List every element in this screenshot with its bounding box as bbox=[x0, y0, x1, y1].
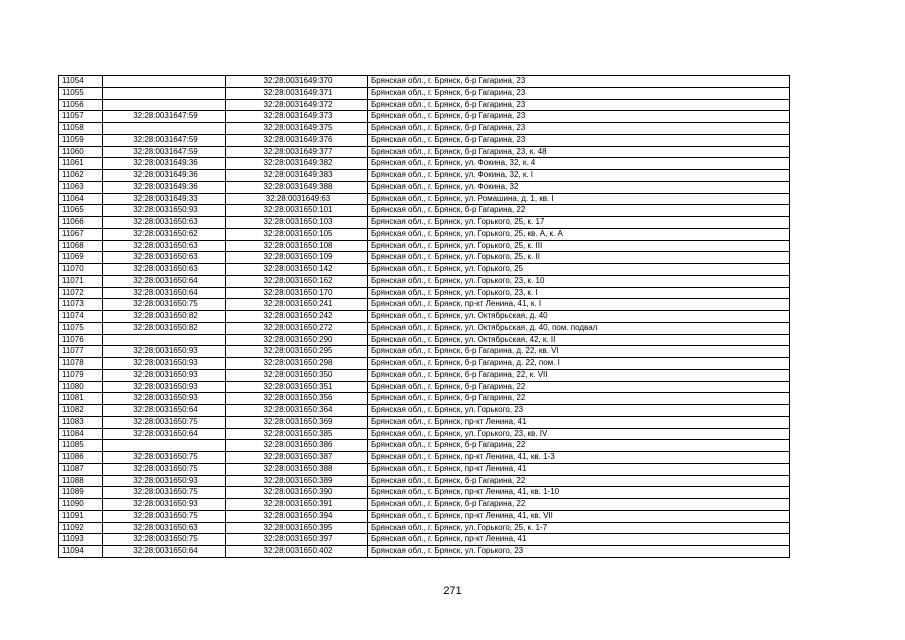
row-number-cell: 11092 bbox=[59, 522, 103, 534]
row-number-cell: 11056 bbox=[59, 99, 103, 111]
row-number-cell: 11074 bbox=[59, 311, 103, 323]
parcel-cadastral-number-cell: 32:28:0031650:82 bbox=[103, 311, 226, 323]
table-row bbox=[59, 381, 790, 393]
table-row bbox=[59, 546, 790, 558]
table-row bbox=[59, 440, 790, 452]
address-cell: Брянская обл., г. Брянск, ул. Горького, 23, к. I bbox=[368, 287, 790, 299]
table-row bbox=[59, 393, 790, 405]
parcel-cadastral-number-cell: 32:28:0031647:59 bbox=[103, 111, 226, 123]
row-number-cell: 11064 bbox=[59, 193, 103, 205]
table-row bbox=[59, 99, 790, 111]
row-number-cell: 11058 bbox=[59, 123, 103, 135]
row-number-cell: 11059 bbox=[59, 134, 103, 146]
object-cadastral-number-cell: 32:28:0031650:402 bbox=[226, 546, 368, 558]
parcel-cadastral-number-cell: 32:28:0031650:75 bbox=[103, 510, 226, 522]
row-number-cell: 11078 bbox=[59, 358, 103, 370]
object-cadastral-number-cell: 32:28:0031650:356 bbox=[226, 393, 368, 405]
address-cell: Брянская обл., г. Брянск, б-р Гагарина, 23 bbox=[368, 111, 790, 123]
parcel-cadastral-number-cell: 32:28:0031650:64 bbox=[103, 428, 226, 440]
parcel-cadastral-number-cell: 32:28:0031650:93 bbox=[103, 205, 226, 217]
parcel-cadastral-number-cell: 32:28:0031647:59 bbox=[103, 134, 226, 146]
object-cadastral-number-cell: 32:28:0031650:395 bbox=[226, 522, 368, 534]
parcel-cadastral-number-cell: 32:28:0031649:36 bbox=[103, 181, 226, 193]
object-cadastral-number-cell: 32:28:0031650:388 bbox=[226, 463, 368, 475]
object-cadastral-number-cell: 32:28:0031650:298 bbox=[226, 358, 368, 370]
object-cadastral-number-cell: 32:28:0031650:394 bbox=[226, 510, 368, 522]
table-row bbox=[59, 475, 790, 487]
object-cadastral-number-cell: 32:28:0031650:272 bbox=[226, 322, 368, 334]
table-row bbox=[59, 534, 790, 546]
address-cell: Брянская обл., г. Брянск, ул. Октябрьская, д. 40 bbox=[368, 311, 790, 323]
address-cell: Брянская обл., г. Брянск, б-р Гагарина, 23 bbox=[368, 76, 790, 88]
table-row bbox=[59, 416, 790, 428]
table-row bbox=[59, 346, 790, 358]
address-cell: Брянская обл., г. Брянск, б-р Гагарина, 23 bbox=[368, 123, 790, 135]
address-cell: Брянская обл., г. Брянск, б-р Гагарина, 23 bbox=[368, 99, 790, 111]
row-number-cell: 11084 bbox=[59, 428, 103, 440]
address-cell: Брянская обл., г. Брянск, б-р Гагарина, 22 bbox=[368, 499, 790, 511]
table-row bbox=[59, 428, 790, 440]
parcel-cadastral-number-cell: 32:28:0031650:64 bbox=[103, 405, 226, 417]
row-number-cell: 11080 bbox=[59, 381, 103, 393]
row-number-cell: 11082 bbox=[59, 405, 103, 417]
object-cadastral-number-cell: 32:28:0031649:377 bbox=[226, 146, 368, 158]
address-cell: Брянская обл., г. Брянск, ул. Фокина, 32 bbox=[368, 181, 790, 193]
address-cell: Брянская обл., г. Брянск, ул. Горького, 25 bbox=[368, 264, 790, 276]
row-number-cell: 11069 bbox=[59, 252, 103, 264]
object-cadastral-number-cell: 32:28:0031649:382 bbox=[226, 158, 368, 170]
address-cell: Брянская обл., г. Брянск, б-р Гагарина, 22 bbox=[368, 381, 790, 393]
parcel-cadastral-number-cell: 32:28:0031650:75 bbox=[103, 487, 226, 499]
address-cell: Брянская обл., г. Брянск, ул. Горького, 23, к. 10 bbox=[368, 275, 790, 287]
object-cadastral-number-cell: 32:28:0031649:372 bbox=[226, 99, 368, 111]
parcel-cadastral-number-cell: 32:28:0031650:93 bbox=[103, 369, 226, 381]
parcel-cadastral-number-cell: 32:28:0031650:75 bbox=[103, 463, 226, 475]
address-cell: Брянская обл., г. Брянск, ул. Горького, 25, к. 17 bbox=[368, 217, 790, 229]
object-cadastral-number-cell: 32:28:0031649:371 bbox=[226, 87, 368, 99]
parcel-cadastral-number-cell: 32:28:0031650:93 bbox=[103, 346, 226, 358]
row-number-cell: 11088 bbox=[59, 475, 103, 487]
object-cadastral-number-cell: 32:28:0031649:388 bbox=[226, 181, 368, 193]
table-row bbox=[59, 522, 790, 534]
address-cell: Брянская обл., г. Брянск, ул. Горького, 23 bbox=[368, 546, 790, 558]
parcel-cadastral-number-cell: 32:28:0031649:33 bbox=[103, 193, 226, 205]
row-number-cell: 11079 bbox=[59, 369, 103, 381]
object-cadastral-number-cell: 32:28:0031650:369 bbox=[226, 416, 368, 428]
parcel-cadastral-number-cell: 32:28:0031650:64 bbox=[103, 275, 226, 287]
object-cadastral-number-cell: 32:28:0031650:109 bbox=[226, 252, 368, 264]
object-cadastral-number-cell: 32:28:0031649:383 bbox=[226, 170, 368, 182]
object-cadastral-number-cell: 32:28:0031650:108 bbox=[226, 240, 368, 252]
parcel-cadastral-number-cell: 32:28:0031650:93 bbox=[103, 358, 226, 370]
parcel-cadastral-number-cell bbox=[103, 76, 226, 88]
parcel-cadastral-number-cell bbox=[103, 99, 226, 111]
address-cell: Брянская обл., г. Брянск, ул. Октябрьская, 42, к. II bbox=[368, 334, 790, 346]
address-cell: Брянская обл., г. Брянск, пр-кт Ленина, 41, к. I bbox=[368, 299, 790, 311]
address-cell: Брянская обл., г. Брянск, ул. Горького, 25, к. III bbox=[368, 240, 790, 252]
row-number-cell: 11065 bbox=[59, 205, 103, 217]
table-row bbox=[59, 76, 790, 88]
object-cadastral-number-cell: 32:28:0031650:101 bbox=[226, 205, 368, 217]
address-cell: Брянская обл., г. Брянск, ул. Горького, 25, к. 1-7 bbox=[368, 522, 790, 534]
parcel-cadastral-number-cell: 32:28:0031650:75 bbox=[103, 452, 226, 464]
row-number-cell: 11055 bbox=[59, 87, 103, 99]
table-row bbox=[59, 111, 790, 123]
address-cell: Брянская обл., г. Брянск, ул. Горького, 23, кв. IV bbox=[368, 428, 790, 440]
table-row bbox=[59, 510, 790, 522]
table-row bbox=[59, 193, 790, 205]
address-cell: Брянская обл., г. Брянск, пр-кт Ленина, 41 bbox=[368, 534, 790, 546]
address-cell: Брянская обл., г. Брянск, б-р Гагарина, 23, к. 48 bbox=[368, 146, 790, 158]
parcel-cadastral-number-cell: 32:28:0031650:63 bbox=[103, 217, 226, 229]
page-number: 271 bbox=[443, 585, 462, 597]
row-number-cell: 11067 bbox=[59, 228, 103, 240]
parcel-cadastral-number-cell: 32:28:0031650:93 bbox=[103, 381, 226, 393]
address-cell: Брянская обл., г. Брянск, б-р Гагарина, 22 bbox=[368, 475, 790, 487]
address-cell: Брянская обл., г. Брянск, пр-кт Ленина, 41, кв. 1-10 bbox=[368, 487, 790, 499]
parcel-cadastral-number-cell: 32:28:0031650:75 bbox=[103, 299, 226, 311]
table-row bbox=[59, 123, 790, 135]
address-cell: Брянская обл., г. Брянск, б-р Гагарина, 23 bbox=[368, 134, 790, 146]
address-cell: Брянская обл., г. Брянск, ул. Октябрьская, д. 40, пом. подвал bbox=[368, 322, 790, 334]
row-number-cell: 11089 bbox=[59, 487, 103, 499]
row-number-cell: 11085 bbox=[59, 440, 103, 452]
parcel-cadastral-number-cell: 32:28:0031650:63 bbox=[103, 522, 226, 534]
table-row bbox=[59, 134, 790, 146]
object-cadastral-number-cell: 32:28:0031649:376 bbox=[226, 134, 368, 146]
row-number-cell: 11071 bbox=[59, 275, 103, 287]
parcel-cadastral-number-cell: 32:28:0031650:64 bbox=[103, 546, 226, 558]
registry-table-body bbox=[59, 76, 790, 558]
table-row bbox=[59, 146, 790, 158]
address-cell: Брянская обл., г. Брянск, б-р Гагарина, д. 22, пом. I bbox=[368, 358, 790, 370]
table-row bbox=[59, 463, 790, 475]
row-number-cell: 11068 bbox=[59, 240, 103, 252]
row-number-cell: 11073 bbox=[59, 299, 103, 311]
address-cell: Брянская обл., г. Брянск, пр-кт Ленина, 41 bbox=[368, 463, 790, 475]
row-number-cell: 11094 bbox=[59, 546, 103, 558]
row-number-cell: 11066 bbox=[59, 217, 103, 229]
object-cadastral-number-cell: 32:28:0031650:170 bbox=[226, 287, 368, 299]
row-number-cell: 11072 bbox=[59, 287, 103, 299]
object-cadastral-number-cell: 32:28:0031650:103 bbox=[226, 217, 368, 229]
parcel-cadastral-number-cell: 32:28:0031650:75 bbox=[103, 534, 226, 546]
row-number-cell: 11077 bbox=[59, 346, 103, 358]
row-number-cell: 11076 bbox=[59, 334, 103, 346]
object-cadastral-number-cell: 32:28:0031650:364 bbox=[226, 405, 368, 417]
row-number-cell: 11054 bbox=[59, 76, 103, 88]
row-number-cell: 11062 bbox=[59, 170, 103, 182]
object-cadastral-number-cell: 32:28:0031650:351 bbox=[226, 381, 368, 393]
object-cadastral-number-cell: 32:28:0031650:389 bbox=[226, 475, 368, 487]
parcel-cadastral-number-cell: 32:28:0031650:63 bbox=[103, 252, 226, 264]
object-cadastral-number-cell: 32:28:0031650:386 bbox=[226, 440, 368, 452]
address-cell: Брянская обл., г. Брянск, ул. Горького, 25, кв. А, к. А bbox=[368, 228, 790, 240]
parcel-cadastral-number-cell: 32:28:0031650:93 bbox=[103, 393, 226, 405]
table-row bbox=[59, 405, 790, 417]
table-row bbox=[59, 334, 790, 346]
table-row bbox=[59, 358, 790, 370]
table-row bbox=[59, 275, 790, 287]
parcel-cadastral-number-cell: 32:28:0031650:75 bbox=[103, 416, 226, 428]
parcel-cadastral-number-cell: 32:28:0031650:64 bbox=[103, 287, 226, 299]
address-cell: Брянская обл., г. Брянск, ул. Ромашина, д. 1, кв. I bbox=[368, 193, 790, 205]
row-number-cell: 11075 bbox=[59, 322, 103, 334]
row-number-cell: 11091 bbox=[59, 510, 103, 522]
object-cadastral-number-cell: 32:28:0031650:162 bbox=[226, 275, 368, 287]
address-cell: Брянская обл., г. Брянск, ул. Горького, 25, к. II bbox=[368, 252, 790, 264]
table-row bbox=[59, 287, 790, 299]
address-cell: Брянская обл., г. Брянск, б-р Гагарина, д. 22, кв. VI bbox=[368, 346, 790, 358]
table-row bbox=[59, 205, 790, 217]
table-row bbox=[59, 87, 790, 99]
row-number-cell: 11081 bbox=[59, 393, 103, 405]
parcel-cadastral-number-cell: 32:28:0031650:93 bbox=[103, 499, 226, 511]
address-cell: Брянская обл., г. Брянск, ул. Горького, 23 bbox=[368, 405, 790, 417]
table-row bbox=[59, 158, 790, 170]
table-row bbox=[59, 252, 790, 264]
row-number-cell: 11083 bbox=[59, 416, 103, 428]
table-row bbox=[59, 181, 790, 193]
object-cadastral-number-cell: 32:28:0031650:142 bbox=[226, 264, 368, 276]
table-row bbox=[59, 499, 790, 511]
table-row bbox=[59, 452, 790, 464]
table-row bbox=[59, 487, 790, 499]
object-cadastral-number-cell: 32:28:0031649:63 bbox=[226, 193, 368, 205]
address-cell: Брянская обл., г. Брянск, б-р Гагарина, 22 bbox=[368, 393, 790, 405]
object-cadastral-number-cell: 32:28:0031650:391 bbox=[226, 499, 368, 511]
object-cadastral-number-cell: 32:28:0031650:385 bbox=[226, 428, 368, 440]
parcel-cadastral-number-cell bbox=[103, 334, 226, 346]
object-cadastral-number-cell: 32:28:0031650:397 bbox=[226, 534, 368, 546]
registry-table bbox=[58, 75, 790, 558]
object-cadastral-number-cell: 32:28:0031650:290 bbox=[226, 334, 368, 346]
address-cell: Брянская обл., г. Брянск, пр-кт Ленина, 41 bbox=[368, 416, 790, 428]
parcel-cadastral-number-cell bbox=[103, 123, 226, 135]
object-cadastral-number-cell: 32:28:0031650:242 bbox=[226, 311, 368, 323]
parcel-cadastral-number-cell: 32:28:0031650:63 bbox=[103, 240, 226, 252]
parcel-cadastral-number-cell bbox=[103, 440, 226, 452]
address-cell: Брянская обл., г. Брянск, б-р Гагарина, 22 bbox=[368, 205, 790, 217]
table-row bbox=[59, 240, 790, 252]
table-row bbox=[59, 299, 790, 311]
object-cadastral-number-cell: 32:28:0031650:105 bbox=[226, 228, 368, 240]
address-cell: Брянская обл., г. Брянск, б-р Гагарина, 22 bbox=[368, 440, 790, 452]
parcel-cadastral-number-cell: 32:28:0031650:93 bbox=[103, 475, 226, 487]
object-cadastral-number-cell: 32:28:0031650:295 bbox=[226, 346, 368, 358]
parcel-cadastral-number-cell: 32:28:0031649:36 bbox=[103, 158, 226, 170]
table-row bbox=[59, 369, 790, 381]
parcel-cadastral-number-cell bbox=[103, 87, 226, 99]
parcel-cadastral-number-cell: 32:28:0031650:82 bbox=[103, 322, 226, 334]
row-number-cell: 11060 bbox=[59, 146, 103, 158]
parcel-cadastral-number-cell: 32:28:0031647:59 bbox=[103, 146, 226, 158]
table-row bbox=[59, 217, 790, 229]
address-cell: Брянская обл., г. Брянск, ул. Фокина, 32, к. 4 bbox=[368, 158, 790, 170]
parcel-cadastral-number-cell: 32:28:0031649:36 bbox=[103, 170, 226, 182]
object-cadastral-number-cell: 32:28:0031650:390 bbox=[226, 487, 368, 499]
parcel-cadastral-number-cell: 32:28:0031650:62 bbox=[103, 228, 226, 240]
object-cadastral-number-cell: 32:28:0031649:370 bbox=[226, 76, 368, 88]
row-number-cell: 11087 bbox=[59, 463, 103, 475]
parcel-cadastral-number-cell: 32:28:0031650:63 bbox=[103, 264, 226, 276]
table-row bbox=[59, 228, 790, 240]
table-row bbox=[59, 170, 790, 182]
row-number-cell: 11086 bbox=[59, 452, 103, 464]
row-number-cell: 11070 bbox=[59, 264, 103, 276]
row-number-cell: 11063 bbox=[59, 181, 103, 193]
address-cell: Брянская обл., г. Брянск, б-р Гагарина, 22, к. VII bbox=[368, 369, 790, 381]
row-number-cell: 11057 bbox=[59, 111, 103, 123]
row-number-cell: 11093 bbox=[59, 534, 103, 546]
object-cadastral-number-cell: 32:28:0031649:375 bbox=[226, 123, 368, 135]
address-cell: Брянская обл., г. Брянск, пр-кт Ленина, 41, кв. 1-3 bbox=[368, 452, 790, 464]
object-cadastral-number-cell: 32:28:0031650:387 bbox=[226, 452, 368, 464]
object-cadastral-number-cell: 32:28:0031649:373 bbox=[226, 111, 368, 123]
table-row bbox=[59, 322, 790, 334]
address-cell: Брянская обл., г. Брянск, пр-кт Ленина, 41, кв. VII bbox=[368, 510, 790, 522]
object-cadastral-number-cell: 32:28:0031650:350 bbox=[226, 369, 368, 381]
row-number-cell: 11090 bbox=[59, 499, 103, 511]
object-cadastral-number-cell: 32:28:0031650:241 bbox=[226, 299, 368, 311]
table-row bbox=[59, 311, 790, 323]
address-cell: Брянская обл., г. Брянск, б-р Гагарина, 23 bbox=[368, 87, 790, 99]
address-cell: Брянская обл., г. Брянск, ул. Фокина, 32, к. I bbox=[368, 170, 790, 182]
row-number-cell: 11061 bbox=[59, 158, 103, 170]
table-row bbox=[59, 264, 790, 276]
